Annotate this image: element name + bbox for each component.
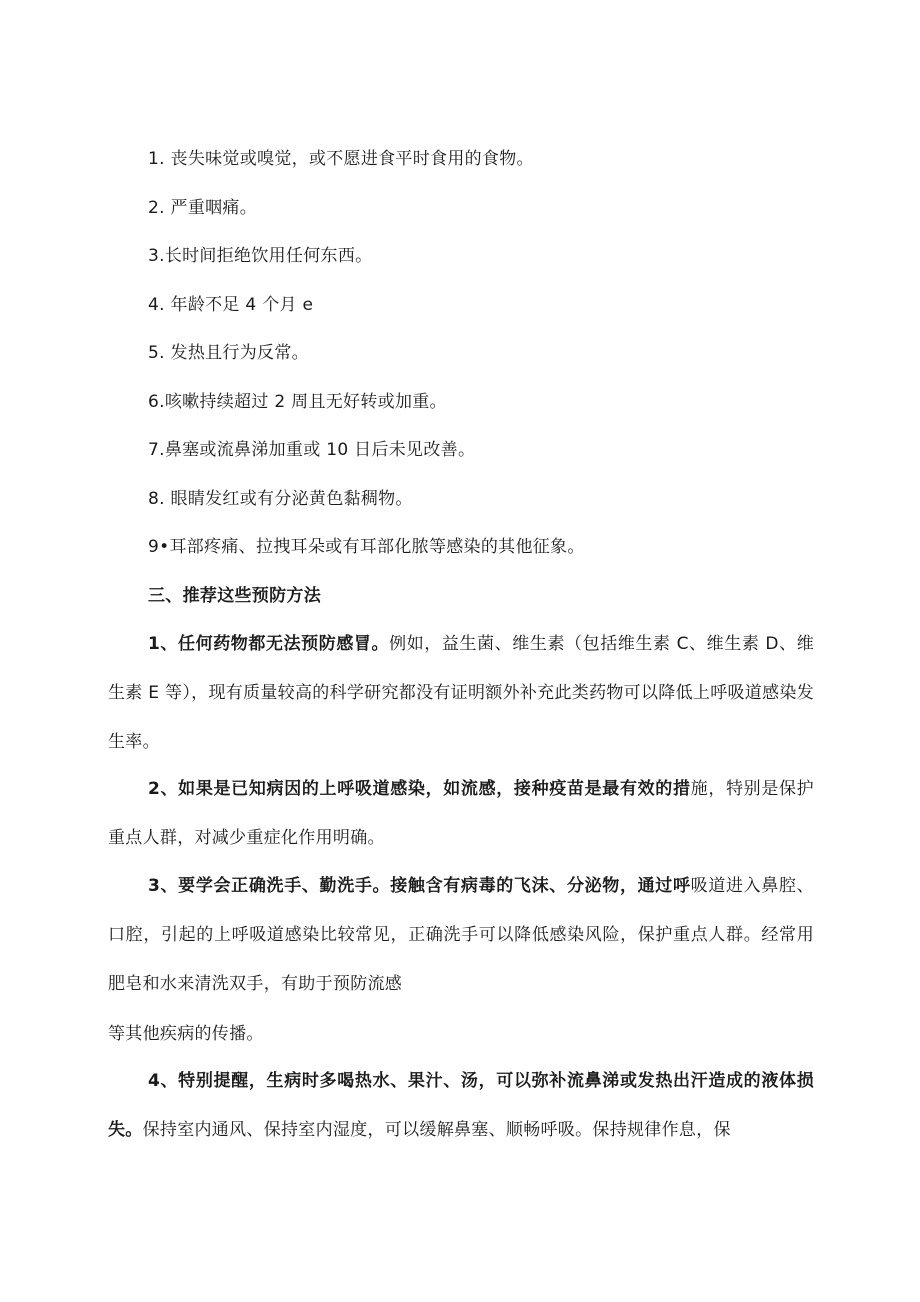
list-item-1: 1. 丧失味觉或嗅觉，或不愿进食平时食用的食物。: [148, 149, 534, 169]
list-item-7: 7.鼻塞或流鼻涕加重或 10 日后未见改善。: [148, 440, 476, 460]
list-item-5: 5. 发热且行为反常。: [148, 343, 309, 363]
paragraph-2: [108, 765, 814, 863]
paragraph-3: [108, 862, 814, 1009]
paragraph-2-lead: 2、如果是已知病因的上呼吸道感染，如流感，接种疫苗是最有效的措: [148, 779, 691, 799]
paragraph-3-continuation: 等其他疾病的传播。: [108, 1024, 264, 1044]
paragraph-4: [108, 1057, 814, 1155]
list-item-9: 9•耳部疼痛、拉拽耳朵或有耳部化脓等感染的其他征象。: [148, 537, 585, 557]
list-item-2: 2. 严重咽痛。: [148, 198, 258, 218]
section-heading: 三、推荐这些预防方法: [148, 586, 321, 606]
paragraph-4-body: 保持室内通风、保持室内湿度，可以缓解鼻塞、顺畅呼吸。保持规律作息，保: [142, 1120, 731, 1140]
list-item-4: 4. 年龄不足 4 个月 e: [148, 295, 314, 315]
paragraph-1: [108, 620, 814, 767]
paragraph-3-body: 吸道进入鼻腔、口腔，引起的上呼吸道感染比较常见，正确洗手可以降低感染风险，保护重点人群。经常用肥皂和水来清洗双手，有助于预防流感: [108, 876, 814, 994]
paragraph-4-lead: 4、特别提醒，生病时多喝热水、果汁、汤，可以弥补流鼻涕或发热出汗造成的液体损失。: [108, 1071, 814, 1140]
list-item-6: 6.咳嗽持续超过 2 周且无好转或加重。: [148, 392, 447, 412]
paragraph-1-body: 例如，益生菌、维生素（包括维生素 C、维生素 D、维生素 E 等），现有质量较高的科学研究都没有证明额外补充此类药物可以降低上呼吸道感染发生率。: [108, 634, 814, 752]
paragraph-2-body: 施，特别是保护重点人群，对减少重症化作用明确。: [108, 779, 814, 848]
paragraph-1-lead: 1、任何药物都无法预防感冒。: [148, 634, 390, 654]
list-item-3: 3.长时间拒绝饮用任何东西。: [148, 246, 373, 266]
paragraph-3-lead: 3、要学会正确洗手、勤洗手。接触含有病毒的飞沫、分泌物，通过呼: [148, 876, 691, 896]
list-item-8: 8. 眼睛发红或有分泌黄色黏稠物。: [148, 489, 413, 509]
